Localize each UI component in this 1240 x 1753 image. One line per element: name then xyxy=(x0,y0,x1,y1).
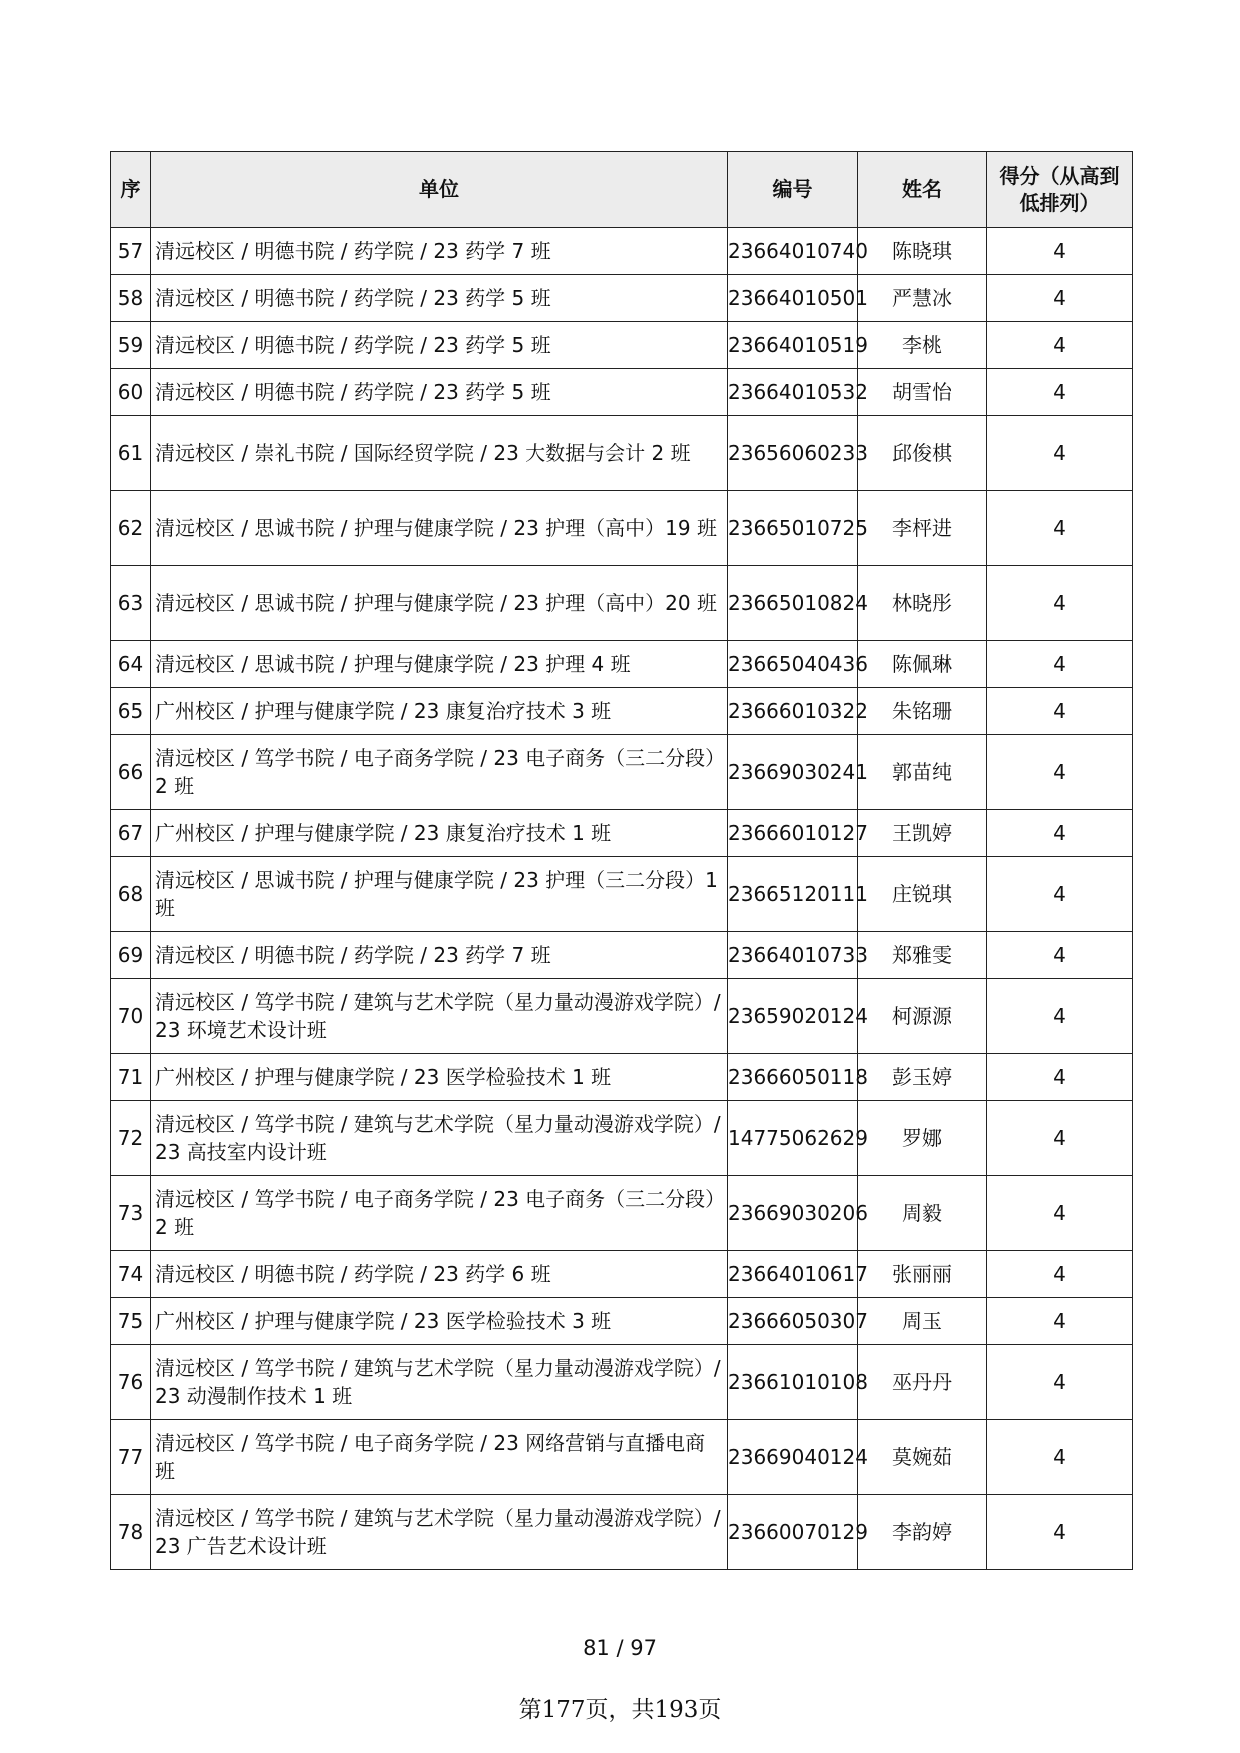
page-footer: 第177页，共193页 xyxy=(518,1697,722,1723)
row-unit: 清远校区 / 思诚书院 / 护理与健康学院 / 23 护理（三二分段）1 班 xyxy=(151,857,728,932)
row-unit: 广州校区 / 护理与健康学院 / 23 医学检验技术 1 班 xyxy=(151,1054,728,1101)
table-row xyxy=(111,491,1133,566)
page-number: 81 / 97 xyxy=(583,1636,657,1660)
row-name: 彭玉婷 xyxy=(858,1054,987,1101)
row-unit: 清远校区 / 崇礼书院 / 国际经贸学院 / 23 大数据与会计 2 班 xyxy=(151,416,728,491)
row-score: 4 xyxy=(987,1345,1133,1420)
row-code: 23661010108 xyxy=(728,1345,858,1420)
table-row xyxy=(111,932,1133,979)
row-score: 4 xyxy=(987,688,1133,735)
row-seq: 73 xyxy=(111,1176,151,1251)
row-seq: 78 xyxy=(111,1495,151,1570)
row-seq: 72 xyxy=(111,1101,151,1176)
row-code: 23666050118 xyxy=(728,1054,858,1101)
table-row xyxy=(111,1420,1133,1495)
row-seq: 63 xyxy=(111,566,151,641)
header-seq: 序 xyxy=(111,152,151,228)
row-name: 庄锐琪 xyxy=(858,857,987,932)
table-row xyxy=(111,416,1133,491)
row-unit: 清远校区 / 笃学书院 / 建筑与艺术学院（星力量动漫游戏学院）/ 23 广告艺术设计班 xyxy=(151,1495,728,1570)
table-row xyxy=(111,688,1133,735)
row-score: 4 xyxy=(987,416,1133,491)
row-unit: 清远校区 / 笃学书院 / 建筑与艺术学院（星力量动漫游戏学院）/ 23 环境艺术设计班 xyxy=(151,979,728,1054)
row-unit: 清远校区 / 明德书院 / 药学院 / 23 药学 7 班 xyxy=(151,932,728,979)
row-seq: 71 xyxy=(111,1054,151,1101)
row-score: 4 xyxy=(987,566,1133,641)
row-name: 李韵婷 xyxy=(858,1495,987,1570)
row-code: 23666010322 xyxy=(728,688,858,735)
row-code: 23660070129 xyxy=(728,1495,858,1570)
row-seq: 65 xyxy=(111,688,151,735)
row-name: 朱铭珊 xyxy=(858,688,987,735)
row-code: 23669030241 xyxy=(728,735,858,810)
row-seq: 69 xyxy=(111,932,151,979)
table-row xyxy=(111,735,1133,810)
row-name: 郭苗纯 xyxy=(858,735,987,810)
ranking-table xyxy=(110,151,1133,1570)
row-name: 周毅 xyxy=(858,1176,987,1251)
row-score: 4 xyxy=(987,810,1133,857)
header-unit: 单位 xyxy=(151,152,728,228)
row-score: 4 xyxy=(987,275,1133,322)
row-name: 陈佩琳 xyxy=(858,641,987,688)
row-seq: 70 xyxy=(111,979,151,1054)
row-code: 23664010733 xyxy=(728,932,858,979)
row-unit: 清远校区 / 明德书院 / 药学院 / 23 药学 5 班 xyxy=(151,322,728,369)
row-name: 李枰进 xyxy=(858,491,987,566)
row-score: 4 xyxy=(987,641,1133,688)
row-code: 23664010519 xyxy=(728,322,858,369)
table-row xyxy=(111,641,1133,688)
row-name: 王凯婷 xyxy=(858,810,987,857)
table-row xyxy=(111,275,1133,322)
row-score: 4 xyxy=(987,491,1133,566)
row-seq: 62 xyxy=(111,491,151,566)
row-code: 23669030206 xyxy=(728,1176,858,1251)
row-seq: 67 xyxy=(111,810,151,857)
row-score: 4 xyxy=(987,228,1133,275)
row-unit: 广州校区 / 护理与健康学院 / 23 康复治疗技术 1 班 xyxy=(151,810,728,857)
row-name: 柯源源 xyxy=(858,979,987,1054)
row-code: 23665010824 xyxy=(728,566,858,641)
header-name: 姓名 xyxy=(858,152,987,228)
row-name: 严慧冰 xyxy=(858,275,987,322)
row-score: 4 xyxy=(987,1495,1133,1570)
row-score: 4 xyxy=(987,322,1133,369)
row-code: 23656060233 xyxy=(728,416,858,491)
table-row xyxy=(111,322,1133,369)
row-code: 23666050307 xyxy=(728,1298,858,1345)
row-score: 4 xyxy=(987,1176,1133,1251)
row-unit: 清远校区 / 笃学书院 / 电子商务学院 / 23 电子商务（三二分段）2 班 xyxy=(151,735,728,810)
table-row xyxy=(111,1298,1133,1345)
table-row xyxy=(111,228,1133,275)
row-score: 4 xyxy=(987,1251,1133,1298)
row-score: 4 xyxy=(987,1054,1133,1101)
table-row xyxy=(111,1251,1133,1298)
table-row xyxy=(111,1054,1133,1101)
table-row xyxy=(111,369,1133,416)
row-name: 郑雅雯 xyxy=(858,932,987,979)
row-seq: 64 xyxy=(111,641,151,688)
row-seq: 68 xyxy=(111,857,151,932)
row-name: 罗娜 xyxy=(858,1101,987,1176)
row-seq: 59 xyxy=(111,322,151,369)
row-code: 23665010725 xyxy=(728,491,858,566)
row-name: 莫婉茹 xyxy=(858,1420,987,1495)
row-unit: 清远校区 / 明德书院 / 药学院 / 23 药学 6 班 xyxy=(151,1251,728,1298)
row-unit: 清远校区 / 思诚书院 / 护理与健康学院 / 23 护理（高中）20 班 xyxy=(151,566,728,641)
row-code: 23664010617 xyxy=(728,1251,858,1298)
row-score: 4 xyxy=(987,735,1133,810)
row-code: 23664010501 xyxy=(728,275,858,322)
row-name: 周玉 xyxy=(858,1298,987,1345)
row-score: 4 xyxy=(987,1298,1133,1345)
row-unit: 清远校区 / 笃学书院 / 电子商务学院 / 23 网络营销与直播电商班 xyxy=(151,1420,728,1495)
row-unit: 清远校区 / 思诚书院 / 护理与健康学院 / 23 护理 4 班 xyxy=(151,641,728,688)
row-unit: 清远校区 / 明德书院 / 药学院 / 23 药学 5 班 xyxy=(151,369,728,416)
table-row xyxy=(111,810,1133,857)
row-score: 4 xyxy=(987,857,1133,932)
row-code: 23665040436 xyxy=(728,641,858,688)
row-seq: 57 xyxy=(111,228,151,275)
row-code: 23664010740 xyxy=(728,228,858,275)
row-seq: 60 xyxy=(111,369,151,416)
row-name: 胡雪怡 xyxy=(858,369,987,416)
row-code: 23665120111 xyxy=(728,857,858,932)
row-code: 14775062629 xyxy=(728,1101,858,1176)
row-score: 4 xyxy=(987,932,1133,979)
row-unit: 广州校区 / 护理与健康学院 / 23 康复治疗技术 3 班 xyxy=(151,688,728,735)
row-code: 23659020124 xyxy=(728,979,858,1054)
row-code: 23666010127 xyxy=(728,810,858,857)
header-code: 编号 xyxy=(728,152,858,228)
row-score: 4 xyxy=(987,1420,1133,1495)
table-row xyxy=(111,979,1133,1054)
row-name: 邱俊棋 xyxy=(858,416,987,491)
row-seq: 74 xyxy=(111,1251,151,1298)
row-unit: 广州校区 / 护理与健康学院 / 23 医学检验技术 3 班 xyxy=(151,1298,728,1345)
row-name: 张丽丽 xyxy=(858,1251,987,1298)
row-unit: 清远校区 / 笃学书院 / 电子商务学院 / 23 电子商务（三二分段）2 班 xyxy=(151,1176,728,1251)
row-seq: 58 xyxy=(111,275,151,322)
row-unit: 清远校区 / 明德书院 / 药学院 / 23 药学 5 班 xyxy=(151,275,728,322)
table-row xyxy=(111,1345,1133,1420)
row-score: 4 xyxy=(987,1101,1133,1176)
table-row xyxy=(111,857,1133,932)
row-name: 林晓彤 xyxy=(858,566,987,641)
row-score: 4 xyxy=(987,979,1133,1054)
row-code: 23669040124 xyxy=(728,1420,858,1495)
row-name: 李桃 xyxy=(858,322,987,369)
table-row xyxy=(111,1101,1133,1176)
ranking-table-container xyxy=(110,151,1132,1570)
table-row xyxy=(111,1176,1133,1251)
table-row xyxy=(111,1495,1133,1570)
row-code: 23664010532 xyxy=(728,369,858,416)
row-seq: 77 xyxy=(111,1420,151,1495)
table-row xyxy=(111,566,1133,641)
row-seq: 76 xyxy=(111,1345,151,1420)
row-seq: 66 xyxy=(111,735,151,810)
header-score: 得分（从高到低排列） xyxy=(987,152,1133,228)
row-unit: 清远校区 / 明德书院 / 药学院 / 23 药学 7 班 xyxy=(151,228,728,275)
row-score: 4 xyxy=(987,369,1133,416)
row-unit: 清远校区 / 笃学书院 / 建筑与艺术学院（星力量动漫游戏学院）/ 23 高技室内设计班 xyxy=(151,1101,728,1176)
row-seq: 75 xyxy=(111,1298,151,1345)
row-unit: 清远校区 / 笃学书院 / 建筑与艺术学院（星力量动漫游戏学院）/ 23 动漫制作技术 1 班 xyxy=(151,1345,728,1420)
table-header-row xyxy=(111,152,1133,228)
row-name: 巫丹丹 xyxy=(858,1345,987,1420)
row-seq: 61 xyxy=(111,416,151,491)
row-name: 陈晓琪 xyxy=(858,228,987,275)
row-unit: 清远校区 / 思诚书院 / 护理与健康学院 / 23 护理（高中）19 班 xyxy=(151,491,728,566)
